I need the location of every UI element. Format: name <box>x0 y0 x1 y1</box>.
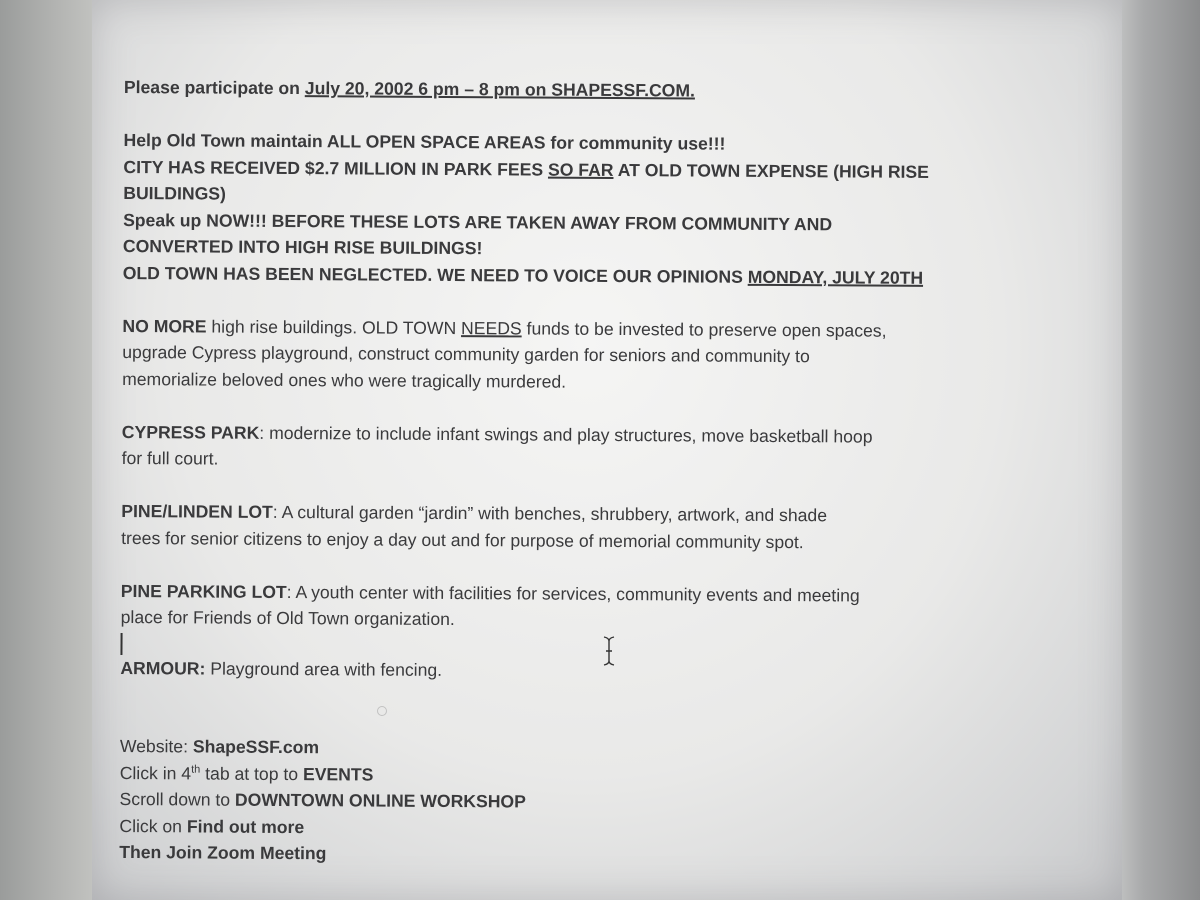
website-line: Website: ShapeSSF.com <box>119 735 320 758</box>
speak-line-cont: CONVERTED INTO HIGH RISE BUILDINGS! <box>122 235 483 259</box>
no-more-line-2: upgrade Cypress playground, construct community garden for seniors and community to <box>122 341 810 367</box>
participate-link[interactable]: July 20, 2002 6 pm – 8 pm on SHAPESSF.COM. <box>304 78 696 101</box>
monitor-bezel-right <box>1120 0 1200 900</box>
city-line: CITY HAS RECEIVED $2.7 MILLION IN PARK FEES SO FAR AT OLD TOWN EXPENSE (HIGH RISE <box>123 156 930 182</box>
armour-paragraph: ARMOUR: Playground area with fencing. <box>120 657 443 680</box>
events-line: Click in 4th tab at top to EVENTS <box>119 762 374 785</box>
find-out-line: Click on Find out more <box>119 815 305 837</box>
screen-smudge <box>377 706 387 716</box>
city-line-cont: BUILDINGS) <box>123 182 226 204</box>
no-more-line-3: memorialize beloved ones who were tragically murdered. <box>122 368 567 392</box>
no-more-paragraph: NO MORE high rise buildings. OLD TOWN NEEDS funds to be invested to preserve open spaces, <box>122 315 887 341</box>
pine-linden-paragraph: PINE/LINDEN LOT: A cultural garden “jardin” with benches, shrubbery, artwork, and shade <box>121 500 828 526</box>
pine-parking-line-2: place for Friends of Old Town organization. <box>120 606 455 630</box>
cypress-line-2: for full court. <box>121 447 219 469</box>
i-beam-cursor-icon <box>602 636 616 666</box>
scroll-line: Scroll down to DOWNTOWN ONLINE WORKSHOP <box>119 788 526 812</box>
help-line: Help Old Town maintain ALL OPEN SPACE AREAS for community use!!! <box>123 129 726 154</box>
website-link[interactable]: ShapeSSF.com <box>192 736 320 758</box>
cypress-paragraph: CYPRESS PARK: modernize to include infant swings and play structures, move basketball hoop <box>121 421 873 447</box>
text-caret-icon <box>120 632 122 654</box>
pine-linden-line-2: trees for senior citizens to enjoy a day out and for purpose of memorial community spot. <box>121 527 804 552</box>
neglected-line: OLD TOWN HAS BEEN NEGLECTED. WE NEED TO VOICE OUR OPINIONS MONDAY, JULY 20TH <box>122 262 924 288</box>
document-body[interactable] <box>119 74 1004 871</box>
participate-line: Please participate on July 20, 2002 6 pm – 8 pm on SHAPESSF.COM. <box>123 76 696 101</box>
speak-line: Speak up NOW!!! BEFORE THESE LOTS ARE TAKEN AWAY FROM COMMUNITY AND <box>123 209 833 234</box>
monitor-bezel-left <box>0 0 95 900</box>
zoom-line: Then Join Zoom Meeting <box>119 841 327 864</box>
pine-parking-paragraph: PINE PARKING LOT: A youth center with facilities for services, community events and meeting <box>120 580 860 606</box>
